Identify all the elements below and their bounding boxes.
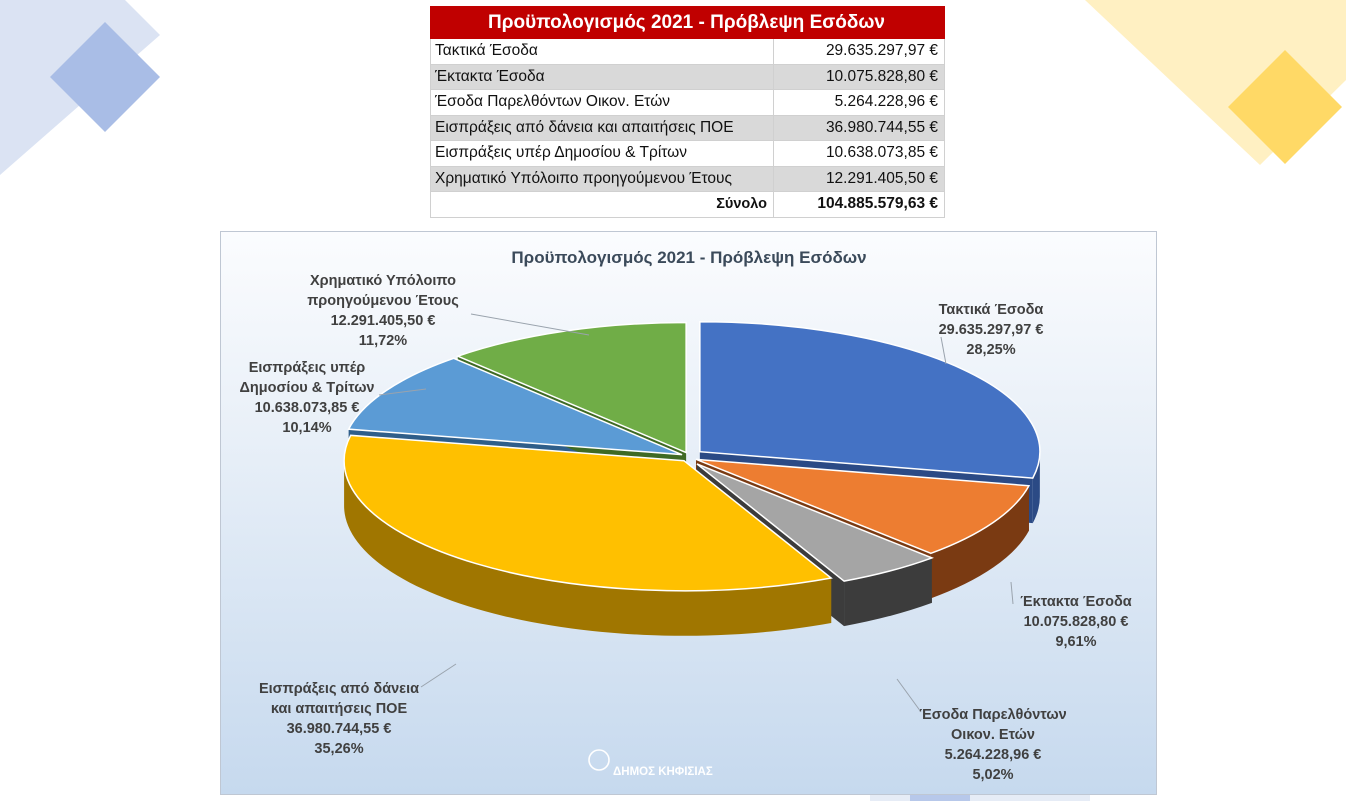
row-label: Χρηματικό Υπόλοιπο προηγούμενου Έτους	[431, 166, 774, 192]
data-label: Εισπράξεις από δάνεια	[258, 681, 420, 697]
row-label: Εισπράξεις υπέρ Δημοσίου & Τρίτων	[431, 141, 774, 167]
decor-top-right	[1085, 0, 1346, 170]
chart-title: Προϋπολογισμός 2021 - Πρόβλεψη Εσόδων	[511, 248, 867, 267]
row-value: 10.638.073,85 €	[774, 141, 945, 167]
row-label: Έκτακτα Έσοδα	[431, 64, 774, 90]
data-label: Δημοσίου & Τρίτων	[239, 380, 375, 396]
data-label: Έκτακτα Έσοδα	[1020, 594, 1132, 610]
revenue-table	[430, 6, 945, 218]
row-value: 36.980.744,55 €	[774, 115, 945, 141]
leader-line	[1011, 582, 1013, 604]
data-label: Εισπράξεις υπέρ	[248, 360, 366, 376]
watermark-text: ΔΗΜΟΣ ΚΗΦΙΣΙΑΣ	[613, 766, 713, 778]
data-label: 10.638.073,85 €	[254, 400, 360, 416]
data-label: και απαιτήσεις ΠΟΕ	[270, 701, 408, 717]
table-title: Προϋπολογισμός 2021 - Πρόβλεψη Εσόδων	[431, 7, 945, 39]
leader-line	[421, 664, 456, 687]
total-label: Σύνολο	[431, 192, 774, 218]
row-value: 5.264.228,96 €	[774, 90, 945, 116]
table-row	[431, 141, 945, 167]
municipality-watermark	[589, 750, 713, 778]
data-label: 11,72%	[358, 333, 408, 349]
municipality-logo-icon	[589, 750, 609, 770]
data-label: Χρηματικό Υπόλοιπο	[310, 273, 456, 289]
data-label: 35,26%	[314, 741, 364, 757]
pie-chart	[220, 231, 1157, 795]
row-label: Εισπράξεις από δάνεια και απαιτήσεις ΠΟΕ	[431, 115, 774, 141]
row-value: 12.291.405,50 €	[774, 166, 945, 192]
table-row	[431, 90, 945, 116]
data-label: Τακτικά Έσοδα	[938, 302, 1044, 318]
data-label: 10.075.828,80 €	[1023, 614, 1129, 630]
data-label: Έσοδα Παρελθόντων	[919, 707, 1067, 723]
data-label: 9,61%	[1055, 634, 1097, 650]
table-row	[431, 115, 945, 141]
data-label: 29.635.297,97 €	[938, 322, 1044, 338]
table-total-row	[431, 192, 945, 218]
leader-line	[897, 679, 921, 712]
data-label: Οικον. Ετών	[951, 727, 1035, 743]
table-row	[431, 39, 945, 65]
data-label: 5,02%	[972, 767, 1014, 783]
data-label: 10,14%	[282, 420, 332, 436]
data-label: 36.980.744,55 €	[286, 721, 392, 737]
row-value: 10.075.828,80 €	[774, 64, 945, 90]
decor-top-left	[0, 0, 170, 180]
row-value: 29.635.297,97 €	[774, 39, 945, 65]
table-row	[431, 64, 945, 90]
table-row	[431, 166, 945, 192]
data-label: προηγούμενου Έτους	[307, 293, 459, 309]
pie-chart-canvas	[221, 232, 1156, 794]
row-label: Έσοδα Παρελθόντων Οικον. Ετών	[431, 90, 774, 116]
row-label: Τακτικά Έσοδα	[431, 39, 774, 65]
total-value: 104.885.579,63 €	[774, 192, 945, 218]
leader-line	[471, 314, 589, 335]
data-label: 28,25%	[966, 342, 1016, 358]
data-label: 5.264.228,96 €	[944, 747, 1042, 763]
data-label: 12.291.405,50 €	[330, 313, 436, 329]
